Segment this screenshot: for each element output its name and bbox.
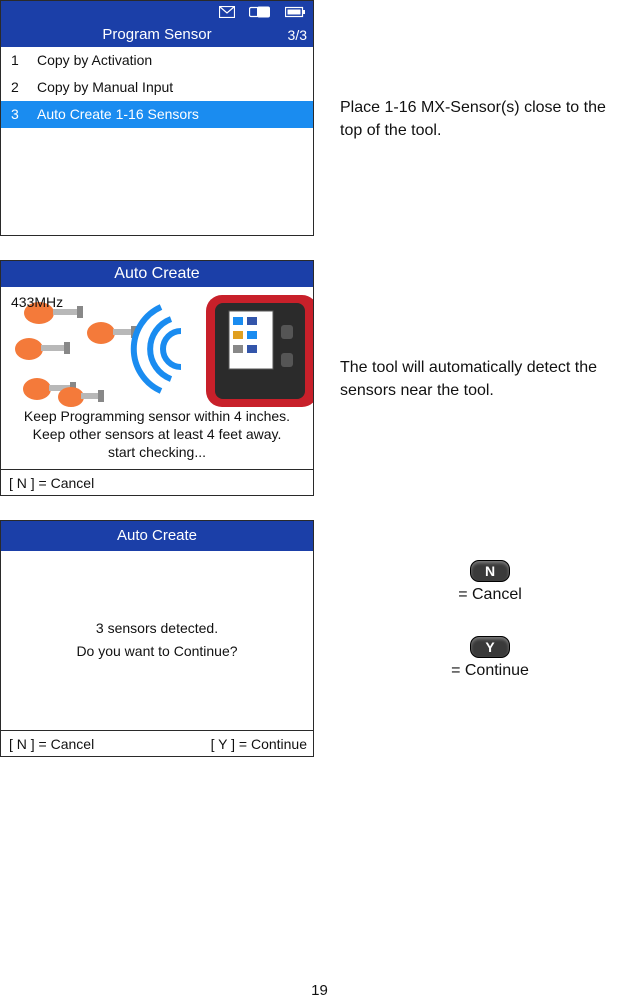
menu-item-auto-create[interactable]	[1, 101, 313, 128]
menu-item-copy-by-activation[interactable]	[1, 47, 313, 74]
tpms-sensor-icon	[15, 338, 70, 360]
menu-item-number: 2	[11, 79, 19, 95]
tpms-sensor-icon	[87, 322, 137, 344]
instruction-line-2: Keep other sensors at least 4 feet away.	[32, 426, 282, 442]
result-message	[1, 619, 313, 660]
menu-item-label: Copy by Activation	[37, 52, 153, 68]
screen-title: Auto Create	[114, 265, 200, 282]
tpms-sensor-icon	[58, 387, 104, 407]
vci-icon	[249, 6, 271, 18]
menu-item-label: Auto Create 1-16 Sensors	[37, 106, 199, 122]
mail-icon	[219, 6, 235, 18]
continue-prompt-text: Do you want to Continue?	[76, 643, 238, 659]
step-description-1: Place 1-16 MX-Sensor(s) close to the top of the tool.	[340, 99, 606, 139]
continue-hint[interactable]: [ Y ] = Continue	[210, 736, 307, 752]
tpms-tool-device-icon	[206, 295, 313, 407]
freq-label: 433MHz	[11, 294, 64, 310]
screen-title-bar	[1, 261, 313, 287]
menu-list	[1, 47, 313, 128]
menu-item-number: 1	[11, 52, 19, 68]
footer-bar	[1, 469, 313, 495]
instruction-line-3: start checking...	[107, 444, 207, 460]
step-description-2: The tool will automatically detect the sensors near the tool.	[340, 359, 598, 399]
menu-item-number: 3	[11, 106, 19, 122]
footer-bar	[1, 730, 313, 756]
y-key-label: = Continue	[451, 662, 529, 679]
screen-title-bar	[1, 23, 313, 47]
cancel-hint[interactable]: [ N ] = Cancel	[9, 475, 95, 491]
instruction-text	[1, 407, 313, 461]
key-legend	[410, 560, 570, 680]
auto-create-result-screen	[0, 520, 314, 757]
n-key-icon: N	[470, 560, 510, 582]
screen-title: Program Sensor	[102, 26, 212, 43]
screen-title-bar	[1, 521, 313, 551]
status-bar	[1, 1, 313, 23]
page-number: 19	[311, 982, 328, 999]
page-indicator: 3/3	[287, 27, 307, 43]
wireless-signal-icon	[134, 307, 181, 391]
menu-item-copy-by-manual-input[interactable]	[1, 74, 313, 101]
y-key-icon: Y	[470, 636, 510, 658]
menu-item-label: Copy by Manual Input	[37, 79, 174, 95]
cancel-hint[interactable]: [ N ] = Cancel	[9, 736, 95, 752]
n-key-label: = Cancel	[458, 586, 522, 603]
battery-icon	[285, 6, 305, 18]
program-sensor-screen	[0, 0, 314, 236]
instruction-line-1: Keep Programming sensor within 4 inches.	[23, 408, 291, 424]
screen-title: Auto Create	[116, 527, 198, 544]
auto-create-instruction-screen	[0, 260, 314, 496]
sensors-detected-text: 3 sensors detected.	[95, 620, 219, 636]
